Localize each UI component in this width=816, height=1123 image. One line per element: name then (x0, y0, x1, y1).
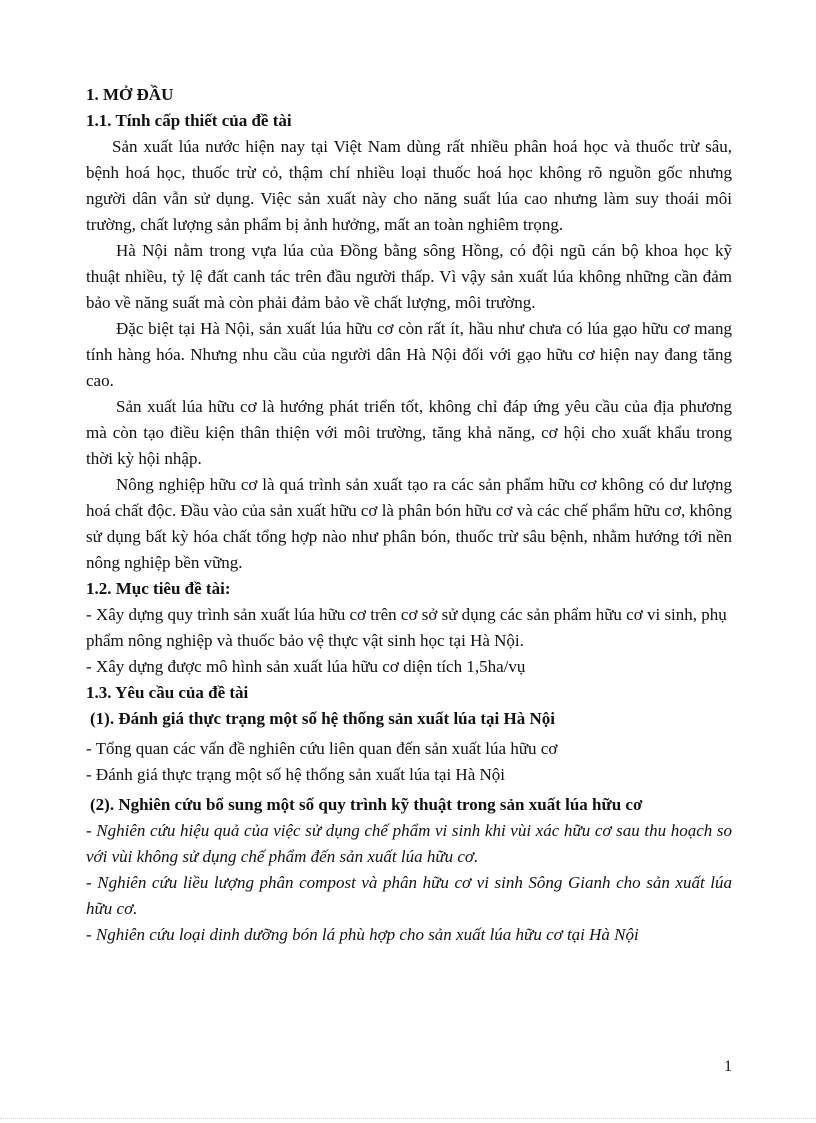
list-item: - Nghiên cứu liều lượng phân compost và phân hữu cơ vi sinh Sông Gianh cho sản xuất lúa hữu cơ. (86, 873, 732, 918)
main-heading: 1. MỞ ĐẦU (86, 85, 174, 104)
section-1-1-title: 1.1. Tính cấp thiết của đề tài (86, 111, 292, 130)
section-1-3-title: 1.3. Yêu cầu của đề tài (86, 683, 249, 702)
paragraph: Nông nghiệp hữu cơ là quá trình sản xuất tạo ra các sản phẩm hữu cơ không có dư lượng hoá chất độc. Đầu vào của sản xuất hữu cơ là phân bón hữu cơ và các chế phẩm hữu cơ, không sử dụng bất kỳ hóa chất tổng hợp nào như phân bón, thuốc trừ sâu bệnh, nhằm hướng tới nền nông nghiệp bền vững. (86, 475, 732, 572)
section-1-2-title: 1.2. Mục tiêu đề tài: (86, 579, 231, 598)
document-body (86, 82, 732, 948)
list-item: - Xây dựng được mô hình sản xuất lúa hữu cơ diện tích 1,5ha/vụ (86, 657, 526, 676)
paragraph: Sản xuất lúa hữu cơ là hướng phát triển tốt, không chỉ đáp ứng yêu cầu của địa phương mà còn tạo điều kiện thân thiện với môi trường, tăng khả năng, cơ hội cho xuất khẩu trong thời kỳ hội nhập. (86, 397, 732, 468)
paragraph: Hà Nội nằm trong vựa lúa của Đồng bằng sông Hồng, có đội ngũ cán bộ khoa học kỹ thuật nhiều, tỷ lệ đất canh tác trên đầu người thấp. Vì vậy sản xuất lúa không những cần đảm bảo về năng suất mà còn phải đảm bảo về chất lượng, môi trường. (86, 241, 732, 312)
list-item: - Tổng quan các vấn đề nghiên cứu liên quan đến sản xuất lúa hữu cơ (86, 739, 558, 758)
subsection-2-title: (2). Nghiên cứu bổ sung một số quy trình kỹ thuật trong sản xuất lúa hữu cơ (90, 795, 643, 814)
paragraph: Đặc biệt tại Hà Nội, sản xuất lúa hữu cơ còn rất ít, hầu như chưa có lúa gạo hữu cơ mang tính hàng hóa. Nhưng nhu cầu của người dân Hà Nội đối với gạo hữu cơ hiện nay đang tăng cao. (86, 319, 732, 390)
paragraph: Sản xuất lúa nước hiện nay tại Việt Nam dùng rất nhiều phân hoá học và thuốc trừ sâu, bệnh hoá học, thuốc trừ cỏ, thậm chí nhiều loại thuốc hoá học không rõ nguồn gốc nhưng người dân vẫn sử dụng. Việc sản xuất này cho năng suất lúa cao nhưng làm suy thoái môi trường, chất lượng sản phẩm bị ảnh hưởng, mất an toàn nghiêm trọng. (86, 137, 732, 234)
page-break-divider (0, 1118, 816, 1119)
page-number: 1 (724, 1058, 732, 1075)
subsection-1-title: (1). Đánh giá thực trạng một số hệ thống sản xuất lúa tại Hà Nội (90, 709, 555, 728)
list-item: - Đánh giá thực trạng một số hệ thống sản xuất lúa tại Hà Nội (86, 765, 506, 784)
list-item: - Xây dựng quy trình sản xuất lúa hữu cơ trên cơ sở sử dụng các sản phẩm hữu cơ vi sinh, phụ phẩm nông nghiệp và thuốc bảo vệ thực vật sinh học tại Hà Nội. (86, 605, 727, 650)
list-item: - Nghiên cứu loại dinh dưỡng bón lá phù hợp cho sản xuất lúa hữu cơ tại Hà Nội (86, 925, 639, 944)
list-item: - Nghiên cứu hiệu quả của việc sử dụng chế phẩm vi sinh khi vùi xác hữu cơ sau thu hoạch so với vùi không sử dụng chế phẩm đến sản xuất lúa hữu cơ. (86, 821, 732, 866)
